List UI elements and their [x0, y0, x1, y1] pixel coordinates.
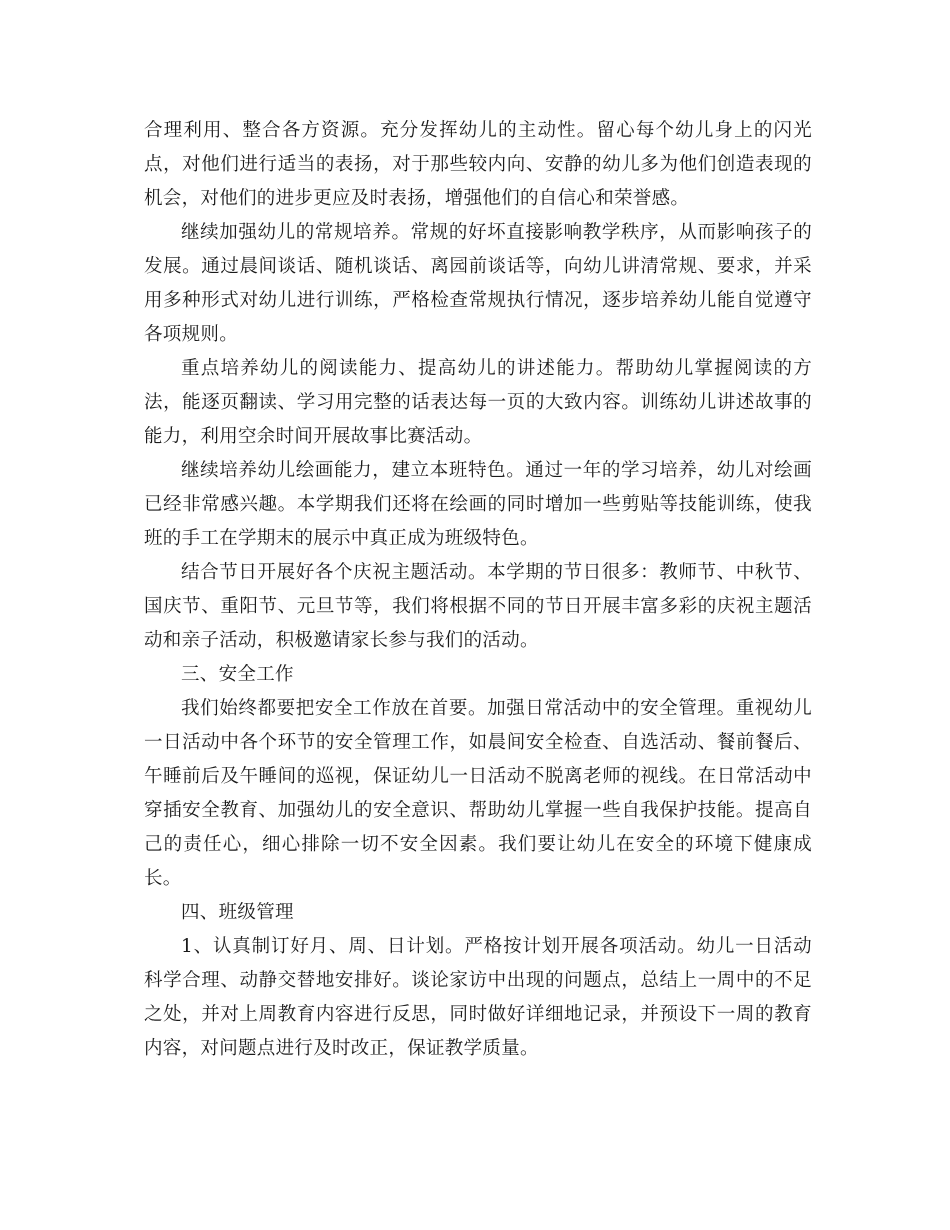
paragraph-festival-activities: 结合节日开展好各个庆祝主题活动。本学期的节日很多：教师节、中秋节、国庆节、重阳节、元旦节等，我们将根据不同的节日开展丰富多彩的庆祝主题活动和亲子活动，积极邀请家长参与我们的活动。 [144, 562, 812, 651]
paragraph-resources: 合理利用、整合各方资源。充分发挥幼儿的主动性。留心每个幼儿身上的闪光点，对他们进行适当的表扬，对于那些较内向、安静的幼儿多为他们创造表现的机会，对他们的进步更应及时表扬，增强他们的自信心和荣誉感。 [144, 120, 812, 209]
paragraph-reading-ability: 重点培养幼儿的阅读能力、提高幼儿的讲述能力。帮助幼儿掌握阅读的方法，能逐页翻读、学习用完整的话表达每一页的大致内容。训练幼儿讲述故事的能力，利用空余时间开展故事比赛活动。 [144, 358, 812, 447]
paragraph-planning: 1、认真制订好月、周、日计划。严格按计划开展各项活动。幼儿一日活动科学合理、动静交替地安排好。谈论家访中出现的问题点，总结上一周中的不足之处，并对上周教育内容进行反思，同时做好详细地记录，并预设下一周的教育内容，对问题点进行及时改正，保证教学质量。 [144, 936, 812, 1059]
paragraph-drawing-ability: 继续培养幼儿绘画能力，建立本班特色。通过一年的学习培养，幼儿对绘画已经非常感兴趣。本学期我们还将在绘画的同时增加一些剪贴等技能训练，使我班的手工在学期末的展示中真正成为班级特色。 [144, 460, 812, 549]
section-heading-safety: 三、安全工作 [181, 664, 294, 685]
section-heading-class-management: 四、班级管理 [181, 902, 294, 923]
paragraph-routine-training: 继续加强幼儿的常规培养。常规的好坏直接影响教学秩序，从而影响孩子的发展。通过晨间谈话、随机谈话、离园前谈话等，向幼儿讲清常规、要求，并采用多种形式对幼儿进行训练，严格检查常规执行情况，逐步培养幼儿能自觉遵守各项规则。 [144, 222, 812, 345]
paragraph-safety-work: 我们始终都要把安全工作放在首要。加强日常活动中的安全管理。重视幼儿一日活动中各个环节的安全管理工作，如晨间安全检查、自选活动、餐前餐后、午睡前后及午睡间的巡视，保证幼儿一日活动不脱离老师的视线。在日常活动中穿插安全教育、加强幼儿的安全意识、帮助幼儿掌握一些自我保护技能。提高自己的责任心，细心排除一切不安全因素。我们要让幼儿在安全的环境下健康成长。 [144, 698, 812, 889]
document-body [144, 114, 812, 1066]
